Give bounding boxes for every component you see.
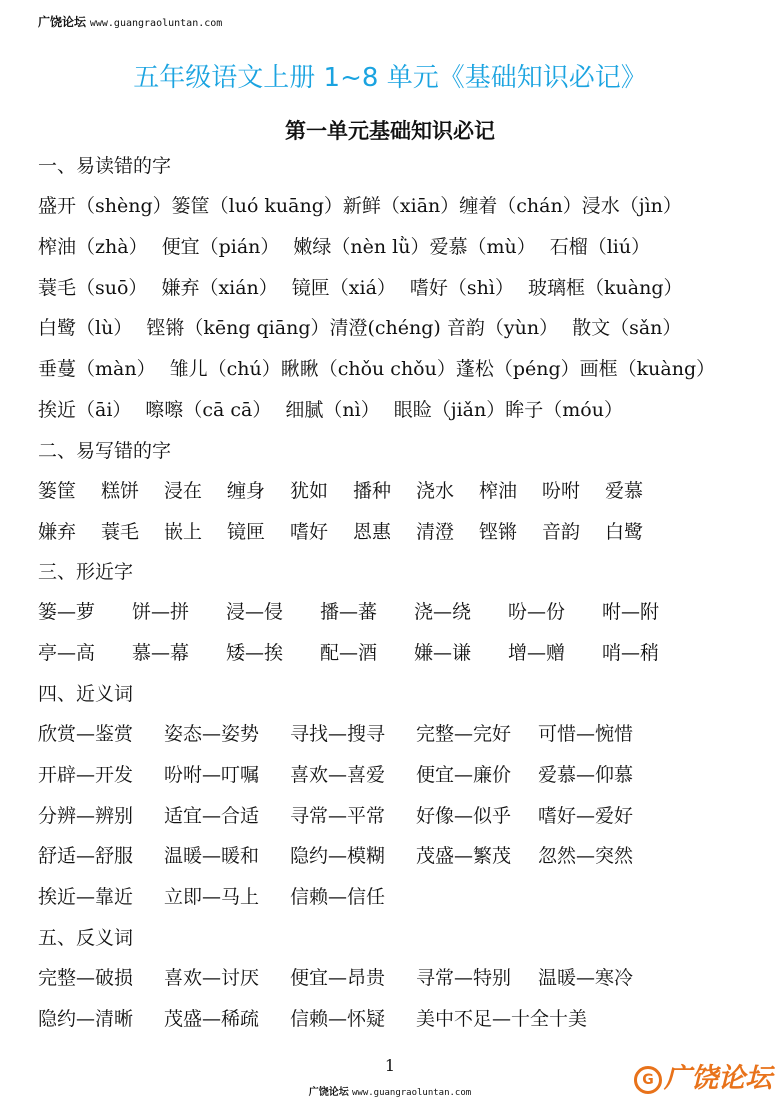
- word-entry: 嫌—谦: [414, 642, 472, 665]
- section-heading: 一、易读错的字: [38, 155, 172, 177]
- word-entry: 舒适—舒服: [38, 845, 134, 868]
- word-entry: 亭—高: [38, 642, 96, 665]
- section-heading: 四、近义词: [38, 682, 134, 705]
- section-heading: 二、易写错的字: [38, 439, 172, 462]
- word-entry: 嗜好（shì）: [409, 276, 514, 299]
- footer-url[interactable]: www.guangraoluntan.com: [351, 1088, 472, 1098]
- unit-title: 第一单元基础知识必记: [285, 118, 495, 143]
- word-entry: 玻璃框（kuàng）: [528, 276, 683, 299]
- page-header: [38, 14, 222, 32]
- section-row: [38, 877, 758, 918]
- word-entry: 榨油（zhà）: [38, 235, 148, 258]
- word-entry: 寻常—特别: [416, 966, 512, 989]
- document-title: 五年级语文上册 1~8 单元《基础知识必记》: [133, 63, 647, 93]
- word-entry: 温暖—暖和: [164, 845, 260, 868]
- site-logo: [634, 1061, 772, 1097]
- section-row: [38, 633, 758, 674]
- word-entry: 恩惠: [353, 520, 392, 543]
- section-heading: 五、反义词: [38, 926, 134, 949]
- word-entry: 适宜—合适: [164, 804, 260, 827]
- word-entry: 浸在: [164, 479, 203, 502]
- section-row: [38, 714, 758, 755]
- word-entry: 镜匣（xiá）: [291, 276, 396, 299]
- word-entry: 镜匣: [227, 520, 266, 543]
- word-entry: 挨近—靠近: [38, 886, 134, 909]
- word-entry: 寻常—平常: [290, 804, 386, 827]
- section-row: [38, 836, 758, 877]
- word-entry: 细腻（nì）: [285, 398, 380, 421]
- word-entry: 姿态—姿势: [164, 722, 260, 745]
- word-entry: 饼—拼: [132, 601, 190, 624]
- word-entry: 铿锵: [479, 520, 518, 543]
- word-entry: 隐约—模糊: [290, 845, 386, 868]
- word-entry: 嵌上: [164, 520, 203, 543]
- section-row: [38, 471, 758, 512]
- word-entry: 嫌弃: [38, 520, 77, 543]
- word-entry: 咐—附: [602, 601, 660, 624]
- section-row: [38, 308, 758, 349]
- logo-mark-icon: G: [634, 1066, 662, 1094]
- word-entry: 嚓嚓（cā cā）: [145, 398, 272, 421]
- word-entry: 美中不足—十全十美: [416, 1007, 588, 1030]
- word-entry: 浇水: [416, 479, 455, 502]
- page-number: 1: [384, 1056, 396, 1075]
- word-entry: 播种: [353, 479, 392, 502]
- word-entry: 茂盛—稀疏: [164, 1007, 260, 1030]
- word-entry: 分辨—辨别: [38, 804, 134, 827]
- word-entry: 吩—份: [508, 601, 566, 624]
- section-row: [38, 958, 758, 999]
- section-heading: 三、形近字: [38, 561, 134, 584]
- word-entry: 开辟—开发: [38, 763, 134, 786]
- word-entry: 盛开（shèng）篓筐（luó kuāng）新鲜（xiān）缠着（chán）浸水（jìn）: [38, 195, 682, 217]
- section-row: [38, 999, 758, 1040]
- word-entry: 温暖—寒冷: [538, 966, 634, 989]
- word-entry: 欣赏—鉴赏: [38, 722, 134, 745]
- word-entry: 增—赠: [508, 642, 566, 665]
- word-entry: 吩咐—叮嘱: [164, 763, 260, 786]
- word-entry: 篓—萝: [38, 601, 96, 624]
- content-area: [38, 146, 758, 1040]
- section-row: [38, 796, 758, 837]
- word-entry: 立即—马上: [164, 886, 260, 909]
- word-entry: 蓑毛: [101, 520, 140, 543]
- word-entry: 吩咐: [542, 479, 581, 502]
- word-entry: 便宜（pián）: [161, 235, 280, 258]
- word-entry: 嗜好: [290, 520, 329, 543]
- word-entry: 犹如: [290, 479, 329, 502]
- word-entry: 篓筐: [38, 479, 77, 502]
- section-row: [38, 512, 758, 553]
- word-entry: 嫩绿（nèn lǜ）爱慕（mù）: [293, 235, 536, 258]
- word-entry: 矮—挨: [226, 642, 284, 665]
- word-entry: 白鹭（lù）: [38, 317, 133, 340]
- section-row: [38, 755, 758, 796]
- section-row: [38, 349, 758, 390]
- section-row: [38, 227, 758, 268]
- word-entry: 清澄: [416, 520, 455, 543]
- word-entry: 铿锵（kēng qiāng）清澄(chéng) 音韵（yùn）: [146, 317, 559, 340]
- section-row: [38, 186, 758, 227]
- word-entry: 爱慕—仰慕: [538, 763, 634, 786]
- word-entry: 浸—侵: [226, 601, 284, 624]
- word-entry: 榨油: [479, 479, 518, 502]
- section-row: [38, 268, 758, 309]
- word-entry: 隐约—清晰: [38, 1007, 134, 1030]
- word-entry: 雏儿（chú）瞅瞅（chǒu chǒu）蓬松（péng）画框（kuàng）: [169, 358, 716, 381]
- word-entry: 好像—似乎: [416, 804, 512, 827]
- word-entry: 浇—绕: [414, 601, 472, 624]
- word-entry: 喜欢—喜爱: [290, 763, 386, 786]
- header-url[interactable]: www.guangraoluntan.com: [89, 18, 223, 29]
- word-entry: 糕饼: [101, 479, 140, 502]
- word-entry: 垂蔓（màn）: [38, 358, 156, 381]
- word-entry: 茂盛—繁茂: [416, 845, 512, 868]
- word-entry: 嫌弃（xián）: [161, 276, 278, 299]
- word-entry: 播—蕃: [320, 601, 378, 624]
- logo-text: 广饶论坛: [664, 1063, 772, 1094]
- word-entry: 哨—稍: [602, 642, 660, 665]
- word-entry: 信赖—怀疑: [290, 1007, 386, 1030]
- word-entry: 寻找—搜寻: [290, 722, 386, 745]
- word-entry: 音韵: [542, 520, 581, 543]
- word-entry: 爱慕: [605, 479, 644, 502]
- header-site-name: 广饶论坛: [38, 15, 87, 29]
- word-entry: 完整—破损: [38, 966, 134, 989]
- section-row: [38, 390, 758, 431]
- word-entry: 眼睑（jiǎn）眸子（móu）: [393, 398, 623, 421]
- section-row: [38, 592, 758, 633]
- word-entry: 可惜—惋惜: [538, 722, 634, 745]
- word-entry: 散文（sǎn）: [572, 317, 682, 340]
- footer-site-name: 广饶论坛: [308, 1087, 349, 1098]
- word-entry: 白鹭: [605, 520, 644, 543]
- word-entry: 信赖—信任: [290, 886, 386, 909]
- word-entry: 蓑毛（suō）: [38, 276, 148, 299]
- word-entry: 挨近（āi）: [38, 398, 132, 421]
- word-entry: 忽然—突然: [538, 845, 634, 868]
- word-entry: 配—酒: [320, 642, 378, 665]
- word-entry: 石榴（liú）: [549, 235, 651, 258]
- word-entry: 便宜—昂贵: [290, 966, 386, 989]
- word-entry: 便宜—廉价: [416, 763, 512, 786]
- word-entry: 慕—幕: [132, 642, 190, 665]
- word-entry: 喜欢—讨厌: [164, 966, 260, 989]
- word-entry: 完整—完好: [416, 722, 512, 745]
- word-entry: 嗜好—爱好: [538, 804, 634, 827]
- word-entry: 缠身: [227, 479, 266, 502]
